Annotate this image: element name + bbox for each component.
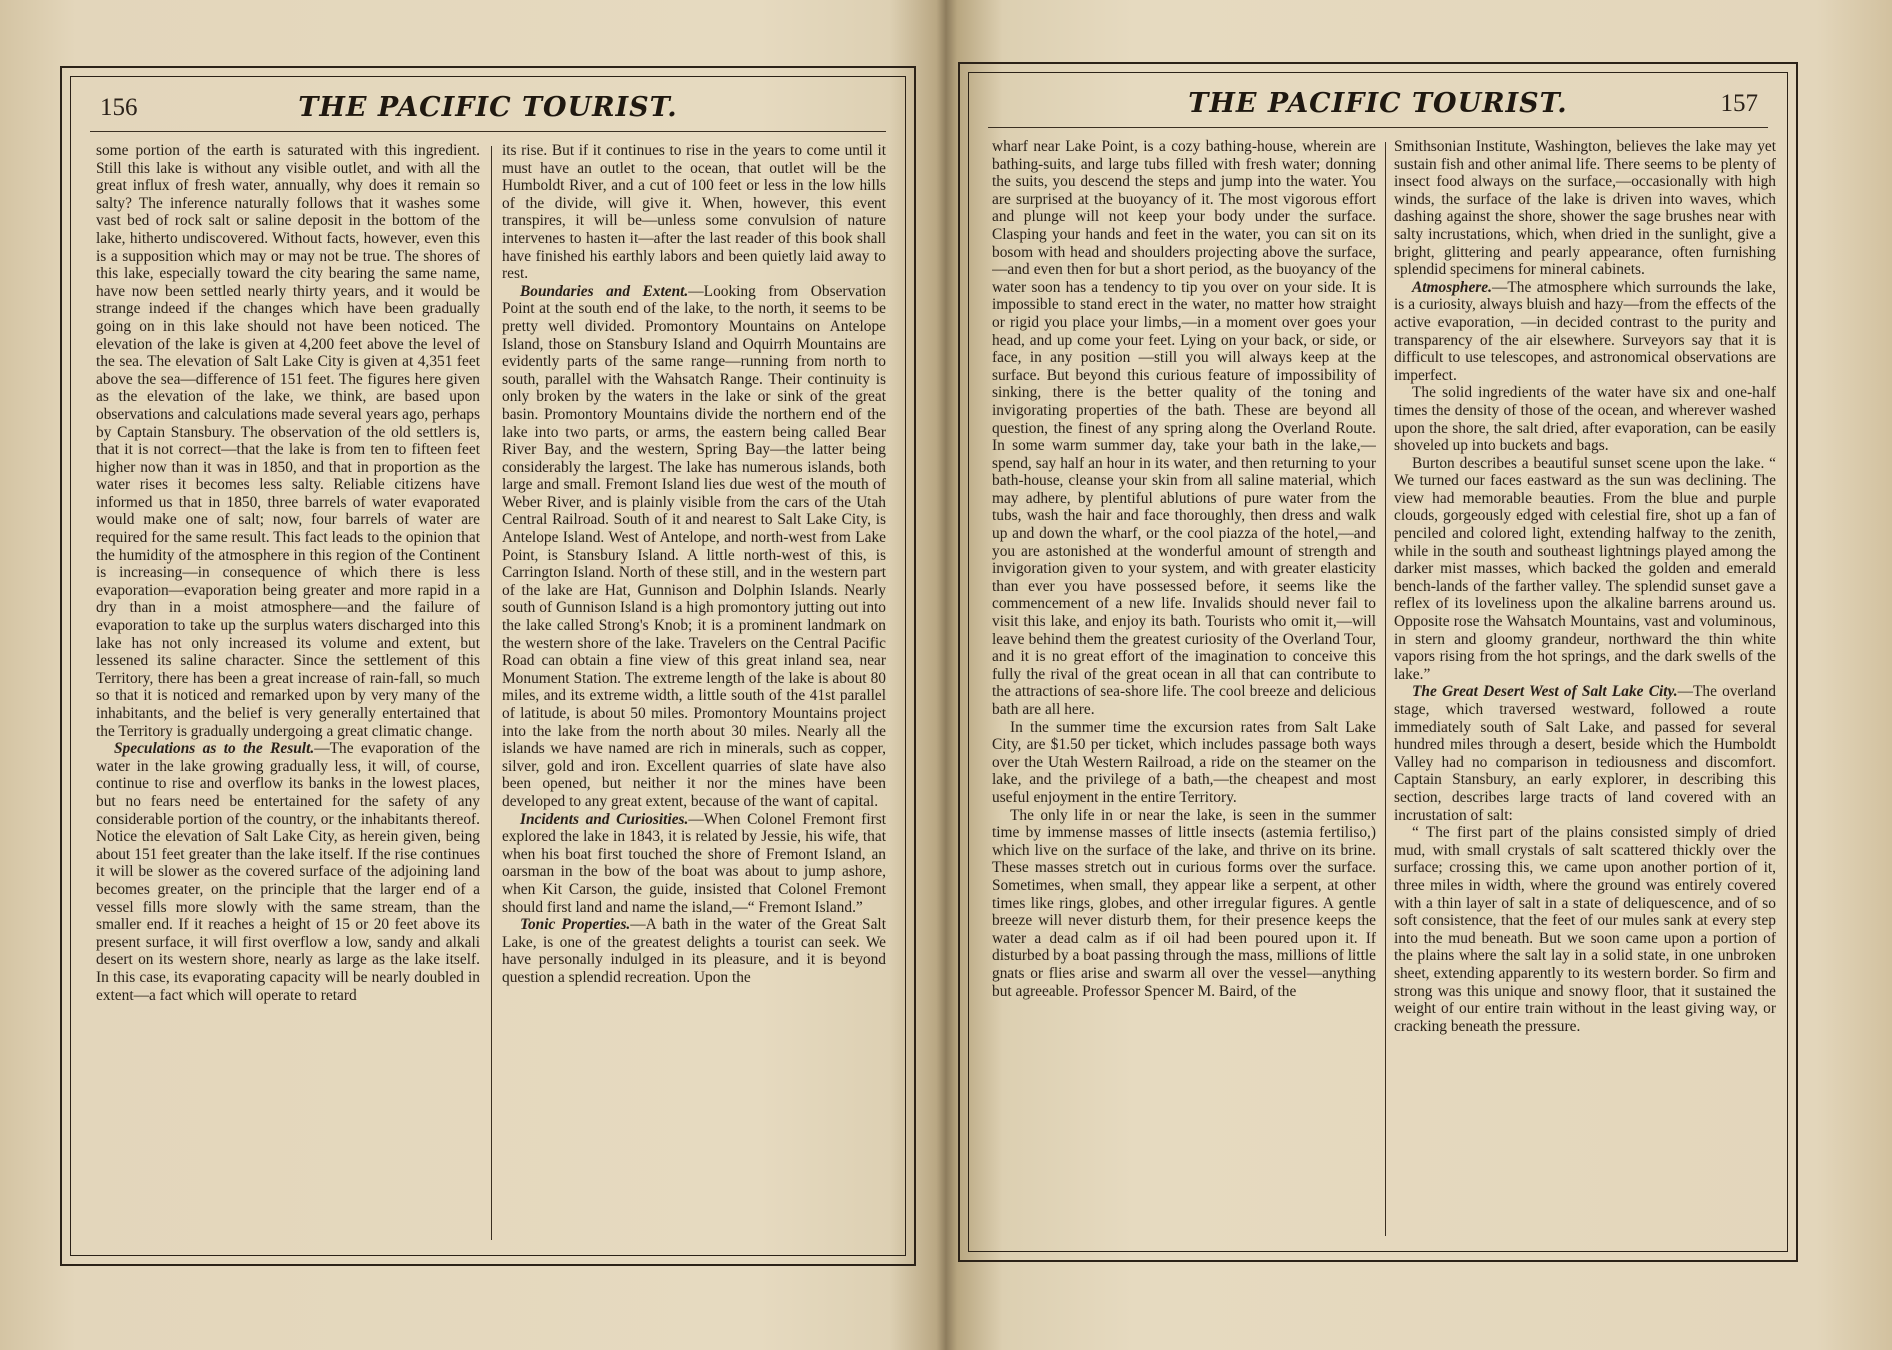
page-header	[988, 86, 1768, 126]
paragraph: In the summer time the excursion rates from Salt Lake City, are $1.50 per ticket, which includes passage both ways over the Utah Western Railroad, a ride on the steamer on the lake, and the privilege of a bath,—the cheapest and most useful enjoyment in the entire Territory.	[992, 718, 1376, 806]
header-rule	[90, 131, 886, 132]
paragraph: Atmosphere.—The atmosphere which surrounds the lake, is a curiosity, always bluish and hazy—from the effects of the active evaporation, —in decided contrast to the purity and transparency of the air elsewhere. Surveyors say that it is difficult to use telescopes, and astronomical observations are imperfect.	[1394, 278, 1776, 384]
page-header	[90, 90, 886, 130]
section-heading: Atmosphere.	[1412, 278, 1492, 296]
right-page	[958, 62, 1798, 1262]
paragraph: The only life in or near the lake, is seen in the summer time by immense masses of little insects (astemia fertiliso,) which live on the surface of the lake, and thrive on its brine. These masses stretch out in curious forms over the surface. Sometimes, when small, they appear like a serpent, at other times like rings, globes, and other irregular figures. A gentle breeze will never disturb them, for their presence keeps the water a dead calm as if oil had been poured upon it. If disturbed by a boat passing through the mass, millions of little gnats or flies arise and swarm all over the vessel—anything but agreeable. Professor Spencer M. Baird, of the	[992, 806, 1376, 1000]
section-heading: The Great Desert West of Salt Lake City.	[1412, 683, 1678, 701]
paragraph: Tonic Properties.—A bath in the water of the Great Salt Lake, is one of the greatest delights a tourist can seek. We have personally indulged in its pleasure, and it is beyond question a splendid recreation. Upon the	[502, 916, 886, 986]
paragraph: Boundaries and Extent.—Looking from Observation Point at the south end of the lake, to the north, it seems to be pretty well divided. Promontory Mountains on Antelope Island, those on Stansbury Island and Oquirrh Mountains are evidently parts of the same range—running from north to south, parallel with the Wahsatch Range. Their continuity is only broken by the waters in the lake or sink of the great basin. Promontory Mountains divide the northern end of the lake into two parts, or arms, the eastern being called Bear River Bay, and the western, Spring Bay—the latter being considerably the largest. The lake has numerous islands, both large and small. Fremont Island lies due west of the mouth of Weber River, and is plainly visible from the cars of the Utah Central Railroad. South of it and nearest to Salt Lake City, is Antelope Island. West of Antelope, and north-west from Lake Point, is Stansbury Island. A little north-west of this, is Carrington Island. North of these still, and in the western part of the lake are Hat, Gunnison and Dolphin Islands. Nearly south of Gunnison Island is a high promontory jutting out into the lake called Strong's Knob; it is a prominent landmark on the western shore of the lake. Travelers on the Central Pacific Road can obtain a fine view of this great inland sea, near Monument Station. The extreme length of the lake is about 80 miles, and its extreme width, a little south of the 41st parallel of latitude, is about 50 miles. Promontory Mountains project into the lake from the north about 30 miles. Nearly all the islands we have named are rich in minerals, such as copper, silver, gold and iron. Excellent quarries of slate have also been opened, but neither it nor the mines have been developed to any great extent, because of the want of capital.	[502, 282, 886, 810]
paragraph: “ The first part of the plains consisted simply of dried mud, with small crystals of salt scattered thickly over the surface; crossing this, we came upon another portion of it, three miles in width, where the ground was entirely covered with a thin layer of salt in a state of deliquescence, and of so soft consistence, that the feet of our mules sank at every step into the mud beneath. But we soon came upon a portion of the plains where the salt lay in a solid state, in one unbroken sheet, extending apparently to its western border. So firm and strong was this unique and snowy floor, that it sustained the weight of our entire train without in the least giving way, or cracking beneath the pressure.	[1394, 824, 1776, 1035]
section-heading: Tonic Properties.	[520, 916, 631, 934]
paragraph: Incidents and Curiosities.—When Colonel Fremont first explored the lake in 1843, it is related by Jessie, his wife, that when his boat first touched the shore of Fremont Island, an oarsman in the bow of the boat was about to jump ashore, when Kit Carson, the guide, insisted that Colonel Fremont should first land and name the island,—“ Fremont Island.”	[502, 810, 886, 916]
paragraph: Burton describes a beautiful sunset scene upon the lake. “ We turned our faces eastward as the sun was declining. The view had memorable beauties. From the blue and purple clouds, gorgeously edged with celestial fire, shot up a fan of penciled and colored light, extending halfway to the zenith, while in the south and southeast lightnings played among the darker mist masses, which backed the golden and emerald bench-lands of the farther valley. The splendid sunset gave a reflex of its loveliness upon the alkaline barrens around us. Opposite rose the Wahsatch Mountains, vast and voluminous, in stern and gloomy grandeur, northward the thin white vapors rising from the hot springs, and the dark swells of the lake.”	[1394, 454, 1776, 683]
paragraph: Speculations as to the Result.—The evaporation of the water in the lake growing gradually less, it will, of course, continue to rise and overflow its banks in the lowest places, but no fears need be entertained for the safety of any considerable portion of the country, or the inhabitants thereof. Notice the elevation of Salt Lake City, as herein given, being about 151 feet greater than the lake itself. If the rise continues it will be slower as the covered surface of the adjoining land becomes greater, on the principle that the larger end of a vessel fills more slowly with the same stream, than the smaller end. If it reaches a height of 15 or 20 feet above its present surface, it will first overflow a low, sandy and alkali desert on its western shore, nearly as large as the lake itself. In this case, its evaporating capacity will be nearly doubled in extent—a fact which will operate to retard	[96, 740, 480, 1004]
section-heading: Incidents and Curiosities.	[520, 810, 689, 828]
left-page	[60, 66, 916, 1266]
page-number: 156	[100, 94, 138, 121]
running-head: THE PACIFIC TOURIST.	[1188, 88, 1568, 119]
page-number: 157	[1720, 90, 1758, 117]
text-column-1	[96, 142, 480, 1248]
section-heading: Speculations as to the Result.	[114, 740, 315, 758]
text-column-2	[502, 142, 886, 1248]
header-rule	[988, 127, 1768, 128]
text-column-2	[1394, 138, 1776, 1244]
text-column-1	[992, 138, 1376, 1244]
paragraph: wharf near Lake Point, is a cozy bathing-house, wherein are bathing-suits, and large tubs filled with fresh water; donning the suits, you descend the steps and jump into the water. You are surprised at the buoyancy of it. The most vigorous effort and plunge will not keep your body under the surface. Clasping your hands and feet in the water, you can sit on its bosom with head and shoulders projecting above the surface,—and even then for but a short period, as the buoyancy of the water soon has a tendency to tip you over on your side. It is impossible to stand erect in the water, no matter how straight or rigid you place your limbs,—in a moment over goes your head, and up come your feet. Lying on your back, or side, or face, in any position —still you will always keep at the surface. But beyond this curious feature of impossibility of sinking, there is the better quality of the toning and invigorating properties of the bath. These are beyond all question, the finest of any spring along the Overland Route. In some warm summer day, take your bath in the lake,—spend, say half an hour in its water, and then returning to your bath-house, cleanse your skin from all saline material, which may adhere, by plentiful ablutions of pure water from the tubs, wash the hair and face thoroughly, then dress and walk up and down the wharf, or the cool piazza of the hotel,—and you are astonished at the wonderful amount of strength and invigoration given to your system, and with greater elasticity than ever you have possessed before, it seems like the commencement of a new life. Invalids should never fail to visit this lake, and enjoy its bath. Tourists who omit it,—will leave behind them the greatest curiosity of the Overland Tour, and it is no great effort of the imagination to conceive this fully the rival of the great ocean in all that can contribute to the attractions of sea-shore life. The cool breeze and delicious bath are all here.	[992, 138, 1376, 718]
paragraph: Smithsonian Institute, Washington, believes the lake may yet sustain fish and other animal life. There seems to be plenty of insect food always on the surface,—occasionally with high winds, the surface of the lake is driven into waves, which dashing against the shore, shower the sage brushes near with salty incrustations, which, when dried in the sunlight, give a bright, glittering and pearly appearance, often furnishing splendid specimens for mineral cabinets.	[1394, 138, 1776, 279]
paragraph: some portion of the earth is saturated with this ingredient. Still this lake is without any visible outlet, and with all the great influx of fresh water, annually, why does it remain so salty? The inference naturally follows that it washes some vast bed of rock salt or saline deposit in the bottom of the lake, hitherto undiscovered. Without facts, however, even this is a supposition which may or may not be true. The shores of this lake, especially toward the city bearing the same name, have now been settled nearly thirty years, and it would be strange indeed if the changes which have been gradually going on in this lake should not have been noticed. The elevation of the lake is given at 4,200 feet above the level of the sea. The elevation of Salt Lake City is given at 4,351 feet above the sea—difference of 151 feet. The figures here given as the elevation of the lake, we think, are based upon observations and calculations made several years ago, perhaps by Captain Stansbury. The observation of the old settlers is, that it is not correct—that the lake is from ten to fifteen feet higher now than it was in 1850, and that in proportion as the water rises it becomes less salty. Reliable citizens have informed us that in 1850, three barrels of water evaporated would make one of salt; now, four barrels of water are required for the same result. This fact leads to the opinion that the humidity of the atmosphere in this region of the Continent is increasing—in consequence of which there is less evaporation—evaporation being greater and more rapid in a dry than in a moist atmosphere—and the failure of evaporation to take up the surplus waters discharged into this lake has not only increased its volume and extent, but lessened its saline character. Since the settlement of this Territory, there has been a great increase of rain-fall, so much so that it is noticed and remarked upon by very many of the inhabitants, and the belief is very generally entertained that the Territory is gradually undergoing a great climatic change.	[96, 142, 480, 740]
column-divider	[1385, 142, 1386, 1236]
paragraph: The solid ingredients of the water have six and one-half times the density of those of the ocean, and wherever washed upon the shore, the salt dried, after evaporation, can be easily shoveled up into buckets and bags.	[1394, 384, 1776, 455]
section-heading: Boundaries and Extent.	[520, 282, 689, 300]
running-head: THE PACIFIC TOURIST.	[298, 92, 678, 123]
paragraph: its rise. But if it continues to rise in the years to come until it must have an outlet to the ocean, that outlet will be the Humboldt River, and a cut of 100 feet or less in the low hills of the divide, will give it. When, however, this event transpires, it will be—unless some convulsion of nature intervenes to hasten it—after the last reader of this book shall have finished his earthly labors and been quietly laid away to rest.	[502, 142, 886, 283]
paragraph: The Great Desert West of Salt Lake City.—The overland stage, which traversed westward, followed a route immediately south of Salt Lake, and passed for several hundred miles through a desert, beside which the Humboldt Valley had no comparison in tediousness and discomfort. Captain Stansbury, an early explorer, in describing this section, describes large tracts of land covered with an incrustation of salt:	[1394, 683, 1776, 824]
column-divider	[491, 146, 492, 1240]
